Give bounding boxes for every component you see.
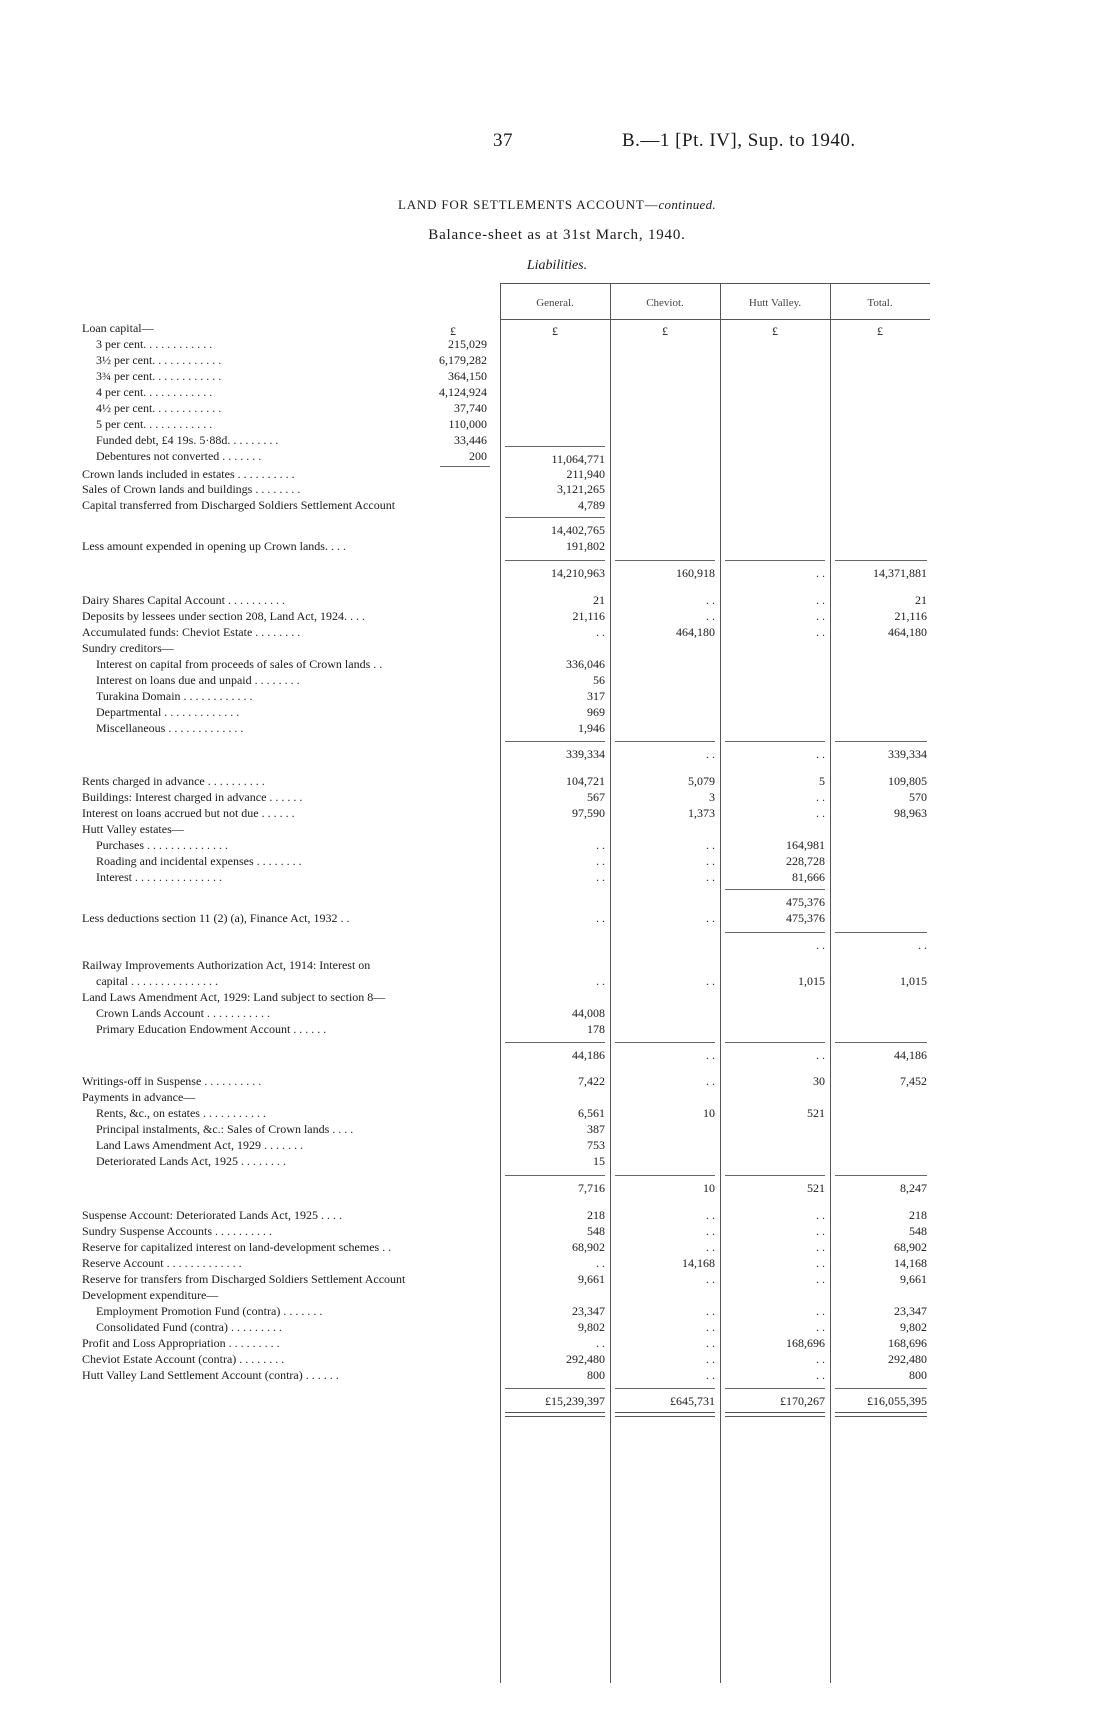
table-cell-general: . . <box>596 838 605 852</box>
table-cell-cheviot: . . <box>706 1272 715 1286</box>
table-cell-hutt: 81,666 <box>792 870 825 884</box>
table-cell-total: 292,480 <box>888 1352 927 1366</box>
table-row-label: Land Laws Amendment Act, 1929 . . . . . . . <box>96 1138 303 1152</box>
table-cell-cheviot: . . <box>706 1336 715 1350</box>
table-cell-cheviot: 3 <box>709 790 715 804</box>
table-cell-hutt: . . <box>816 1304 825 1318</box>
sum-rule-hutt <box>725 1042 825 1043</box>
table-cell-hutt: . . <box>816 1224 825 1238</box>
table-cell-cheviot: . . <box>706 593 715 607</box>
sum-rule-cheviot <box>615 1388 715 1389</box>
table-cell-cheviot: . . <box>706 911 715 925</box>
sum-rule-hutt <box>725 1388 825 1389</box>
table-cell-cheviot: . . <box>706 1074 715 1088</box>
table-cell-total: 9,802 <box>900 1320 927 1334</box>
sum-rule-total <box>835 741 927 742</box>
table-row-label: Reserve for capitalized interest on land-development schemes . . <box>82 1240 392 1254</box>
table-cell-general: £15,239,397 <box>545 1394 605 1408</box>
table-cell-cheviot: 160,918 <box>676 566 715 580</box>
table-cell-general: 23,347 <box>572 1304 605 1318</box>
table-cell-hutt: 1,015 <box>798 974 825 988</box>
table-row-label: Reserve for transfers from Discharged Soldiers Settlement Account <box>82 1272 406 1286</box>
table-row-label: Sundry Suspense Accounts . . . . . . . . . . <box>82 1224 272 1238</box>
table-cell-general: 9,802 <box>578 1320 605 1334</box>
table-cell-general: 1,946 <box>578 721 605 735</box>
grand-total-rule-total <box>835 1412 927 1417</box>
table-row-label: Principal instalments, &c.: Sales of Crown lands . . . . <box>96 1122 354 1136</box>
table-cell-general: 387 <box>587 1122 605 1136</box>
table-row-label: Railway Improvements Authorization Act, 1914: Interest on <box>82 958 371 972</box>
sum-rule-general <box>505 560 605 561</box>
table-cell-total: 8,247 <box>900 1181 927 1195</box>
account-title: LAND FOR SETTLEMENTS ACCOUNT—continued. <box>398 197 716 212</box>
table-cell-total: . . <box>918 938 927 952</box>
table-row-label: Interest on capital from proceeds of sales of Crown lands . . <box>96 657 383 671</box>
document-reference: B.—1 [Pt. IV], Sup. to 1940. <box>622 130 856 151</box>
table-row-label: Cheviot Estate Account (contra) . . . . . . . . <box>82 1352 285 1366</box>
loan-capital-heading: Loan capital— <box>82 321 154 335</box>
sum-rule-hutt <box>725 560 825 561</box>
loan-item-value: 364,150 <box>448 369 487 383</box>
table-cell-general: 7,422 <box>578 1074 605 1088</box>
table-cell-cheviot: . . <box>706 838 715 852</box>
table-cell-general: 68,902 <box>572 1240 605 1254</box>
table-cell-general: 800 <box>587 1368 605 1382</box>
balance-sheet-title: Balance-sheet as at 31st March, 1940. <box>428 227 686 243</box>
table-cell-general: 97,590 <box>572 806 605 820</box>
table-row-label: Roading and incidental expenses . . . . . . . . <box>96 854 302 868</box>
table-cell-cheviot: . . <box>706 747 715 761</box>
loan-item-value: 6,179,282 <box>439 353 487 367</box>
column-header-hutt-valley: Hutt Valley. <box>748 297 802 309</box>
pound-sign-general: £ <box>552 324 558 338</box>
table-cell-cheviot: . . <box>706 1208 715 1222</box>
table-row-label: Deposits by lessees under section 208, Land Act, 1924. . . . <box>82 609 365 623</box>
sum-rule-total <box>835 1388 927 1389</box>
table-row-label: Deteriorated Lands Act, 1925 . . . . . . . . <box>96 1154 286 1168</box>
table-cell-hutt: 168,696 <box>786 1336 825 1350</box>
table-cell-cheviot: . . <box>706 609 715 623</box>
table-cell-cheviot: . . <box>706 1240 715 1254</box>
table-cell-hutt: . . <box>816 1256 825 1270</box>
sum-rule-cheviot <box>615 1175 715 1176</box>
table-row-label: Purchases . . . . . . . . . . . . . . <box>96 838 228 852</box>
table-cell-general: . . <box>596 1256 605 1270</box>
table-cell-hutt: . . <box>816 566 825 580</box>
table-cell-hutt: . . <box>816 1240 825 1254</box>
table-cell-hutt: . . <box>816 790 825 804</box>
table-row-label: Crown Lands Account . . . . . . . . . . . <box>96 1006 270 1020</box>
table-row-label: Dairy Shares Capital Account . . . . . . . . . . <box>82 593 285 607</box>
table-cell-hutt: . . <box>816 593 825 607</box>
table-row-label: Less deductions section 11 (2) (a), Finance Act, 1932 . . <box>82 911 350 925</box>
sum-rule-general <box>505 741 605 742</box>
table-cell-hutt: . . <box>816 806 825 820</box>
table-cell-hutt: 30 <box>813 1074 825 1088</box>
table-row-label: Writings-off in Suspense . . . . . . . . . . <box>82 1074 262 1088</box>
table-cell-general: 9,661 <box>578 1272 605 1286</box>
loan-item-value: 200 <box>469 449 487 463</box>
table-row-label: Development expenditure— <box>82 1288 219 1302</box>
table-cell-total: 98,963 <box>894 806 927 820</box>
pound-sign-total: £ <box>877 324 883 338</box>
table-row-label: Rents charged in advance . . . . . . . . . . <box>82 774 265 788</box>
loan-item-value: 215,029 <box>448 337 487 351</box>
table-cell-general: 3,121,265 <box>557 482 605 496</box>
table-cell-cheviot: 5,079 <box>688 774 715 788</box>
table-cell-general: . . <box>596 1336 605 1350</box>
loan-item-label: 3¾ per cent. . . . . . . . . . . . <box>96 369 222 383</box>
table-cell-general: 178 <box>587 1022 605 1036</box>
table-row-label: Rents, &c., on estates . . . . . . . . . . . <box>96 1106 266 1120</box>
sum-rule-general <box>505 517 605 518</box>
table-cell-general: . . <box>596 870 605 884</box>
table-cell-hutt: £170,267 <box>780 1394 825 1408</box>
account-title-main: LAND FOR SETTLEMENTS ACCOUNT <box>398 197 645 212</box>
table-cell-general: . . <box>596 911 605 925</box>
sum-rule-general <box>505 1042 605 1043</box>
loan-item-value: 4,124,924 <box>439 385 487 399</box>
table-cell-total: 570 <box>909 790 927 804</box>
table-cell-total: 168,696 <box>888 1336 927 1350</box>
table-row-label: Interest on loans accrued but not due . . . . . . <box>82 806 295 820</box>
table-cell-general: 14,210,963 <box>551 566 605 580</box>
table-cell-cheviot: . . <box>706 1320 715 1334</box>
table-cell-general: 567 <box>587 790 605 804</box>
table-cell-cheviot: . . <box>706 870 715 884</box>
table-cell-general: 15 <box>593 1154 605 1168</box>
table-row-label: Hutt Valley estates— <box>82 822 184 836</box>
sum-rule-hutt <box>725 889 825 890</box>
grand-total-rule-hutt <box>725 1412 825 1417</box>
table-row-label: Consolidated Fund (contra) . . . . . . . . . <box>96 1320 282 1334</box>
table-cell-general: 191,802 <box>566 539 605 553</box>
table-cell-hutt: . . <box>816 938 825 952</box>
table-cell-cheviot: 10 <box>703 1181 715 1195</box>
table-cell-cheviot: . . <box>706 1352 715 1366</box>
table-cell-hutt: . . <box>816 1048 825 1062</box>
table-row-label: Sundry creditors— <box>82 641 174 655</box>
table-cell-total: 109,805 <box>888 774 927 788</box>
table-row-label: Land Laws Amendment Act, 1929: Land subject to section 8— <box>82 990 386 1004</box>
table-cell-hutt: . . <box>816 609 825 623</box>
table-cell-hutt: 521 <box>807 1106 825 1120</box>
loan-item-value: 110,000 <box>448 417 487 431</box>
column-header-cheviot: Cheviot. <box>646 297 684 309</box>
table-cell-hutt: . . <box>816 1208 825 1222</box>
sum-rule-total <box>835 560 927 561</box>
table-cell-hutt: . . <box>816 1272 825 1286</box>
table-cell-general: 14,402,765 <box>551 523 605 537</box>
table-cell-total: 21 <box>915 593 927 607</box>
table-cell-total: 9,661 <box>900 1272 927 1286</box>
table-cell-general: 218 <box>587 1208 605 1222</box>
table-row-label: Payments in advance— <box>82 1090 196 1104</box>
table-row-label: Primary Education Endowment Account . . . . . . <box>96 1022 327 1036</box>
table-cell-cheviot: £645,731 <box>670 1394 715 1408</box>
header-rule-top <box>500 283 930 284</box>
table-row-label: Accumulated funds: Cheviot Estate . . . . . . . . <box>82 625 301 639</box>
grand-total-rule-general <box>505 1412 605 1417</box>
table-cell-cheviot: . . <box>706 1368 715 1382</box>
pound-sign-subcolumn: £ <box>450 324 456 338</box>
table-cell-total: 464,180 <box>888 625 927 639</box>
table-cell-general: . . <box>596 854 605 868</box>
header-rule-bottom <box>500 319 930 320</box>
table-cell-cheviot: . . <box>706 1048 715 1062</box>
table-row-label: Employment Promotion Fund (contra) . . . . . . . <box>96 1304 323 1318</box>
loan-item-value: 33,446 <box>454 433 487 447</box>
table-row-label: Reserve Account . . . . . . . . . . . . . <box>82 1256 242 1270</box>
pound-sign-hutt-valley: £ <box>772 324 778 338</box>
table-cell-total: 14,371,881 <box>873 566 927 580</box>
table-cell-general: 11,064,771 <box>551 452 605 466</box>
table-row-label: Interest on loans due and unpaid . . . . . . . . <box>96 673 300 687</box>
table-row-label: Turakina Domain . . . . . . . . . . . . <box>96 689 253 703</box>
table-cell-cheviot: 14,168 <box>682 1256 715 1270</box>
table-cell-general: 44,008 <box>572 1006 605 1020</box>
table-cell-general: . . <box>596 625 605 639</box>
table-cell-cheviot: 464,180 <box>676 625 715 639</box>
table-cell-general: 44,186 <box>572 1048 605 1062</box>
table-cell-hutt: 164,981 <box>786 838 825 852</box>
loan-item-label: Funded debt, £4 19s. 5·88d. . . . . . . . . <box>96 433 279 447</box>
page-number: 37 <box>493 130 513 151</box>
table-row-label: Profit and Loss Appropriation . . . . . . . . . <box>82 1336 280 1350</box>
table-cell-total: 1,015 <box>900 974 927 988</box>
table-cell-total: 14,168 <box>894 1256 927 1270</box>
table-cell-general: 969 <box>587 705 605 719</box>
sum-rule-hutt <box>725 1175 825 1176</box>
table-cell-general: 317 <box>587 689 605 703</box>
table-cell-general: 6,561 <box>578 1106 605 1120</box>
table-row-label: Buildings: Interest charged in advance . . . . . . <box>82 790 303 804</box>
table-cell-total: 800 <box>909 1368 927 1382</box>
loan-item-label: 4½ per cent. . . . . . . . . . . . <box>96 401 222 415</box>
table-row-label: capital . . . . . . . . . . . . . . . <box>96 974 218 988</box>
sum-rule-cheviot <box>615 1042 715 1043</box>
table-cell-total: 548 <box>909 1224 927 1238</box>
table-cell-total: 7,452 <box>900 1074 927 1088</box>
sum-rule-hutt <box>725 741 825 742</box>
table-cell-cheviot: . . <box>706 1224 715 1238</box>
table-cell-general: 548 <box>587 1224 605 1238</box>
column-header-total: Total. <box>867 297 893 309</box>
table-row-label: Capital transferred from Discharged Soldiers Settlement Account <box>82 498 396 512</box>
table-cell-hutt: . . <box>816 1352 825 1366</box>
loan-item-label: 3½ per cent. . . . . . . . . . . . <box>96 353 222 367</box>
table-cell-hutt: . . <box>816 625 825 639</box>
table-cell-total: 339,334 <box>888 747 927 761</box>
table-cell-general: 104,721 <box>566 774 605 788</box>
loan-item-label: Debentures not converted . . . . . . . <box>96 449 262 463</box>
table-row-label: Suspense Account: Deteriorated Lands Act, 1925 . . . . <box>82 1208 342 1222</box>
section-title: Liabilities. <box>526 258 588 273</box>
table-cell-hutt: 5 <box>819 774 825 788</box>
table-cell-cheviot: . . <box>706 1304 715 1318</box>
loan-item-label: 5 per cent. . . . . . . . . . . . <box>96 417 213 431</box>
table-row-label: Miscellaneous . . . . . . . . . . . . . <box>96 721 244 735</box>
table-cell-hutt: . . <box>816 747 825 761</box>
pound-sign-cheviot: £ <box>662 324 668 338</box>
table-cell-hutt: 521 <box>807 1181 825 1195</box>
column-header-general: General. <box>536 297 574 309</box>
sum-rule-cheviot <box>615 560 715 561</box>
table-cell-general: 292,480 <box>566 1352 605 1366</box>
loan-item-label: 3 per cent. . . . . . . . . . . . <box>96 337 213 351</box>
sum-rule-cheviot <box>615 741 715 742</box>
table-row-label: Departmental . . . . . . . . . . . . . <box>96 705 240 719</box>
account-title-suffix: continued. <box>658 197 716 212</box>
sum-rule-general <box>505 1175 605 1176</box>
table-cell-general: 21,116 <box>572 609 605 623</box>
sum-rule-general <box>505 446 605 447</box>
table-cell-general: 336,046 <box>566 657 605 671</box>
table-cell-total: £16,055,395 <box>867 1394 927 1408</box>
sum-rule-hutt <box>725 932 825 933</box>
table-cell-general: 7,716 <box>578 1181 605 1195</box>
table-cell-general: . . <box>596 974 605 988</box>
table-cell-cheviot: 1,373 <box>688 806 715 820</box>
sum-rule-total <box>835 1042 927 1043</box>
table-cell-general: 21 <box>593 593 605 607</box>
table-cell-general: 4,789 <box>578 498 605 512</box>
table-cell-cheviot: 10 <box>703 1106 715 1120</box>
table-cell-total: 21,116 <box>894 609 927 623</box>
table-cell-general: 753 <box>587 1138 605 1152</box>
table-cell-hutt: 475,376 <box>786 895 825 909</box>
table-cell-cheviot: . . <box>706 854 715 868</box>
table-cell-total: 44,186 <box>894 1048 927 1062</box>
table-cell-total: 23,347 <box>894 1304 927 1318</box>
table-cell-hutt: . . <box>816 1368 825 1382</box>
table-cell-hutt: 475,376 <box>786 911 825 925</box>
loan-item-value: 37,740 <box>454 401 487 415</box>
sum-rule-total <box>835 1175 927 1176</box>
grand-total-rule-cheviot <box>615 1412 715 1417</box>
table-cell-general: 56 <box>593 673 605 687</box>
table-cell-general: 211,940 <box>566 467 605 481</box>
table-row-label: Crown lands included in estates . . . . . . . . . . <box>82 467 295 481</box>
table-cell-hutt: 228,728 <box>786 854 825 868</box>
table-row-label: Interest . . . . . . . . . . . . . . . <box>96 870 222 884</box>
sum-rule-total <box>835 932 927 933</box>
table-row-label: Hutt Valley Land Settlement Account (contra) . . . . . . <box>82 1368 339 1382</box>
table-cell-total: 218 <box>909 1208 927 1222</box>
table-row-label: Less amount expended in opening up Crown lands. . . . <box>82 539 346 553</box>
sum-rule-general <box>505 1388 605 1389</box>
table-cell-hutt: . . <box>816 1320 825 1334</box>
table-cell-total: 68,902 <box>894 1240 927 1254</box>
table-cell-cheviot: . . <box>706 974 715 988</box>
table-cell-general: 339,334 <box>566 747 605 761</box>
loan-item-label: 4 per cent. . . . . . . . . . . . <box>96 385 213 399</box>
table-row-label: Sales of Crown lands and buildings . . . . . . . . <box>82 482 301 496</box>
